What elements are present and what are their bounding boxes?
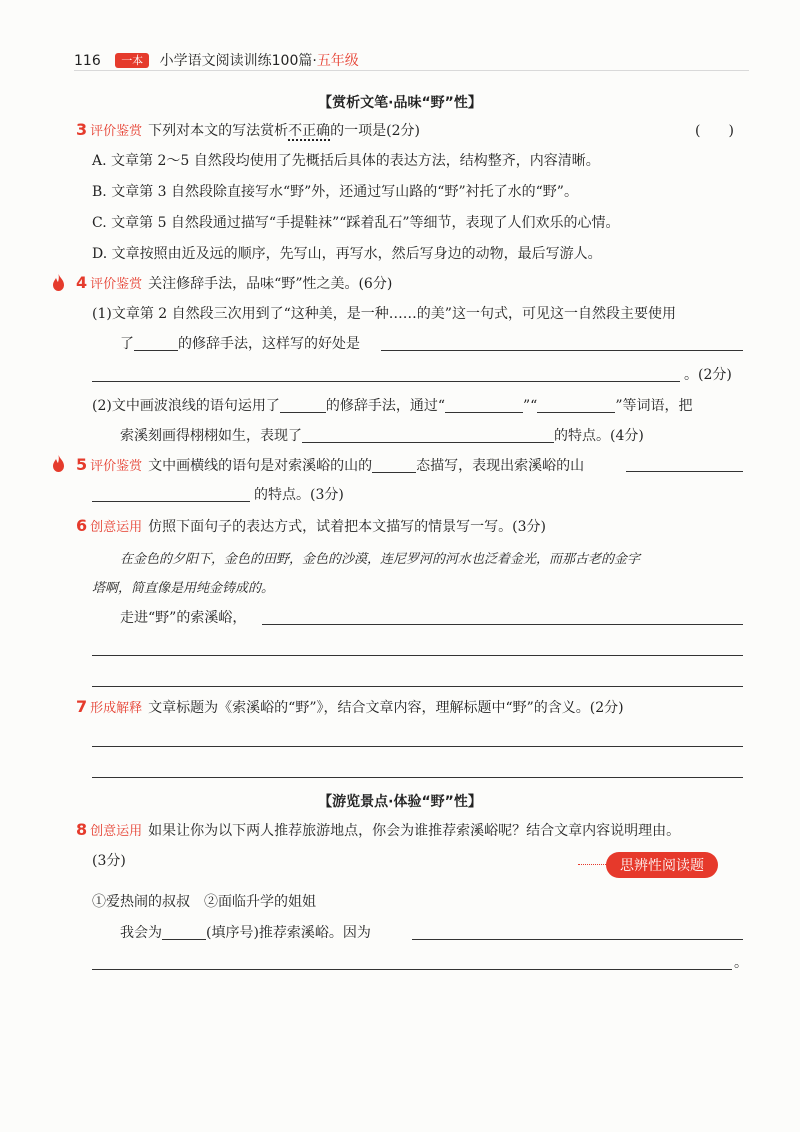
q4-part2-line2: 索溪刻画得栩栩如生，表现了 的特点。(4分) <box>120 428 644 444</box>
q6-answer-line-3[interactable] <box>92 686 743 687</box>
q4-answer-line-2[interactable] <box>92 381 680 382</box>
q8-number: 8 <box>76 820 88 839</box>
q3-answer-paren[interactable]: ( ) <box>695 123 734 139</box>
q5-tag: 评价鉴赏 <box>90 459 143 474</box>
q3-option-b: B. 文章第 3 自然段除直接写水“野”外，还通过写山路的“野”衬托了水的“野”。 <box>92 184 578 200</box>
book-logo: 一本 <box>115 53 149 68</box>
q4-blank-rhetoric-2[interactable] <box>280 398 326 413</box>
q8-answer-line-2[interactable] <box>92 969 732 970</box>
q3-option-d: D. 文章按照由近及远的顺序，先写山，再写水，然后写身边的动物，最后写游人。 <box>92 246 602 262</box>
q5-blank-state[interactable] <box>372 458 416 473</box>
q7-tag: 形成解释 <box>90 701 143 716</box>
q3-emphasis: 不正确 <box>288 123 331 139</box>
grade-label: 五年级 <box>316 53 359 69</box>
q4-tag: 评价鉴赏 <box>90 277 143 292</box>
flame-icon <box>52 455 65 472</box>
q4-blank-feature[interactable] <box>302 428 554 443</box>
q3-option-c: C. 文章第 5 自然段通过描写“手提鞋袜”“踩着乱石”等细节，表现了人们欢乐的心情。 <box>92 215 620 231</box>
flame-icon <box>52 274 65 291</box>
q5-answer-line-2[interactable] <box>92 501 250 502</box>
q6-model-line-2: 塔啊，简直像是用纯金铸成的。 <box>92 581 275 596</box>
q7-answer-line-1[interactable] <box>92 746 743 747</box>
q6-model-line-1: 在金色的夕阳下，金色的田野，金色的沙漠，连尼罗河的河水也泛着金光，而那古老的金字 <box>120 552 641 567</box>
q6-answer-line-1[interactable] <box>262 624 743 625</box>
q3-number: 3 <box>76 120 88 139</box>
q3-stem: 3 评价鉴赏 下列对本文的写法赏析不正确的一项是(2分) <box>76 120 420 139</box>
q8-choices: ①爱热闹的叔叔 ②面临升学的姐姐 <box>92 894 316 910</box>
q4-part1-line1: (1)文章第 2 自然段三次用到了“这种美，是一种……的美”这一句式，可见这一自然段主要使用 <box>92 306 676 322</box>
q8-tag: 创意运用 <box>90 824 143 839</box>
q8-stem: 8 创意运用 如果让你为以下两人推荐旅游地点，你会为谁推荐索溪峪呢？结合文章内容说明理由。 <box>76 820 681 839</box>
q8-end: 。 <box>734 955 748 971</box>
q4-part1-score: 。(2分) <box>684 367 732 383</box>
q6-stem: 6 创意运用 仿照下面句子的表达方式，试着把本文描写的情景写一写。(3分) <box>76 516 546 535</box>
q8-score: (3分) <box>92 853 126 869</box>
badge-connector <box>578 864 608 866</box>
q8-blank-number[interactable] <box>162 925 206 940</box>
q8-answer-line-1[interactable] <box>412 939 743 940</box>
q4-stem: 4 评价鉴赏 关注修辞手法，品味“野”性之美。(6分) <box>76 273 393 292</box>
q4-blank-rhetoric[interactable] <box>134 336 178 351</box>
q4-number: 4 <box>76 273 88 292</box>
page-number: 116 <box>74 53 101 69</box>
header-divider <box>74 70 749 71</box>
section-title-2: 【游览景点·体验“野”性】 <box>318 794 482 810</box>
section-title-1: 【赏析文笔·品味“野”性】 <box>318 95 482 111</box>
book-title: 小学语文阅读训练100篇· <box>159 53 317 69</box>
q4-blank-word-2[interactable] <box>537 398 615 413</box>
q3-tag: 评价鉴赏 <box>90 124 143 139</box>
q5-end: 的特点。(3分) <box>254 487 344 503</box>
q4-part2-line1: (2)文中画波浪线的语句运用了 的修辞手法，通过“ ”“ ”等词语，把 <box>92 398 693 414</box>
q7-stem: 7 形成解释 文章标题为《索溪峪的“野”》，结合文章内容，理解标题中“野”的含义。(2分) <box>76 697 624 716</box>
page-header <box>74 50 359 70</box>
q3-option-a: A. 文章第 2～5 自然段均使用了先概括后具体的表达方法，结构整齐，内容清晰。 <box>92 153 600 169</box>
q4-blank-word-1[interactable] <box>445 398 523 413</box>
q5-stem: 5 评价鉴赏 文中画横线的语句是对索溪峪的山的 态描写，表现出索溪峪的山 <box>76 455 585 474</box>
q5-number: 5 <box>76 455 88 474</box>
critical-reading-badge: 思辨性阅读题 <box>606 852 718 878</box>
q4-part1-line2: 了 的修辞手法，这样写的好处是 <box>120 336 360 352</box>
q8-answer-line1: 我会为 (填序号)推荐索溪峪。因为 <box>120 925 371 941</box>
q7-answer-line-2[interactable] <box>92 777 743 778</box>
q4-answer-line-1[interactable] <box>381 350 743 351</box>
q5-answer-line-1[interactable] <box>626 471 743 472</box>
q7-number: 7 <box>76 697 88 716</box>
q6-answer-line-2[interactable] <box>92 655 743 656</box>
q6-prompt: 走进“野”的索溪峪， <box>120 610 247 626</box>
q6-number: 6 <box>76 516 88 535</box>
q6-tag: 创意运用 <box>90 520 143 535</box>
